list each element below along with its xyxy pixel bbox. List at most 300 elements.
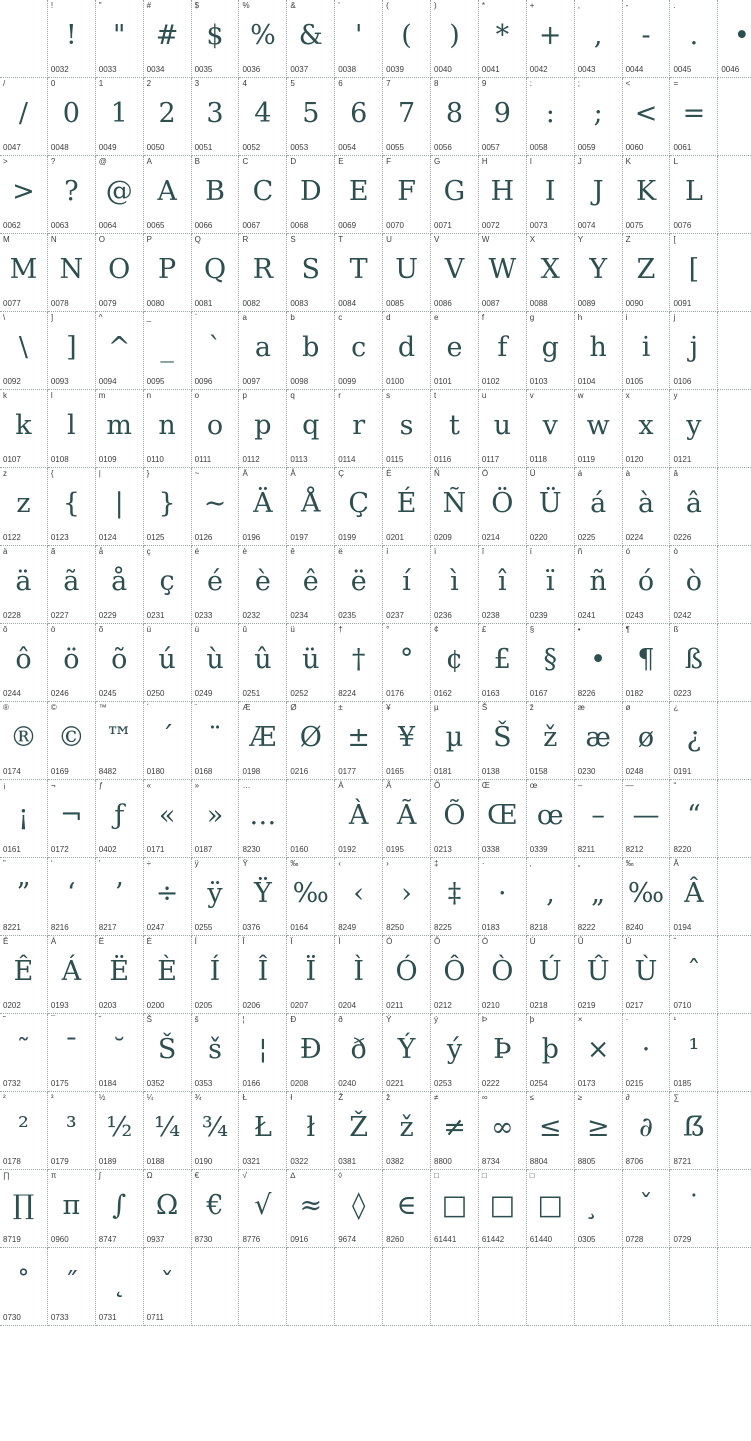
glyph-cell[interactable] <box>335 1092 383 1170</box>
glyph-cell[interactable] <box>0 156 47 234</box>
glyph-cell-inner <box>623 1014 670 1091</box>
glyph-cell[interactable] <box>574 858 622 936</box>
glyph-cell[interactable] <box>0 1248 47 1326</box>
glyph-cell[interactable] <box>622 780 670 858</box>
glyph-cell[interactable] <box>95 546 143 624</box>
glyph-cell[interactable] <box>95 1014 143 1092</box>
glyph-cell[interactable] <box>47 312 95 390</box>
glyph-cell[interactable] <box>622 546 670 624</box>
glyph-cell[interactable] <box>670 1014 718 1092</box>
glyph-cell[interactable] <box>574 468 622 546</box>
glyph-cell[interactable] <box>478 858 526 936</box>
glyph-cell[interactable] <box>95 702 143 780</box>
glyph-cell[interactable] <box>478 624 526 702</box>
glyph-cell[interactable] <box>383 780 431 858</box>
glyph-cell[interactable] <box>239 1170 287 1248</box>
glyph-cell[interactable] <box>574 234 622 312</box>
glyph-cell[interactable] <box>95 858 143 936</box>
glyph-preview: „ <box>591 878 606 909</box>
glyph-cell[interactable] <box>239 936 287 1014</box>
glyph-cell[interactable] <box>670 546 718 624</box>
glyph-cell[interactable] <box>526 702 574 780</box>
glyph-cell[interactable] <box>622 234 670 312</box>
glyph-cell[interactable] <box>47 702 95 780</box>
glyph-cell[interactable] <box>526 780 574 858</box>
glyph-cell[interactable] <box>143 936 191 1014</box>
glyph-preview: / <box>18 98 28 129</box>
glyph-cell[interactable] <box>47 858 95 936</box>
glyph-codepoint-label: 0235 <box>338 611 357 620</box>
glyph-cell[interactable] <box>622 0 670 78</box>
glyph-cell[interactable] <box>383 390 431 468</box>
glyph-ascii-label: Ù <box>625 937 632 946</box>
glyph-cell[interactable] <box>239 1014 287 1092</box>
glyph-ascii-label: ý <box>434 1015 439 1024</box>
glyph-cell[interactable] <box>383 624 431 702</box>
glyph-cell[interactable] <box>526 624 574 702</box>
glyph-cell[interactable] <box>143 156 191 234</box>
glyph-cell-inner <box>239 624 286 701</box>
glyph-cell[interactable] <box>574 0 622 78</box>
glyph-codepoint-label: 0206 <box>242 1001 261 1010</box>
glyph-cell-inner <box>575 156 622 233</box>
glyph-cell[interactable] <box>0 234 47 312</box>
glyph-cell[interactable] <box>383 1092 431 1170</box>
glyph-cell[interactable] <box>526 936 574 1014</box>
glyph-cell[interactable] <box>239 390 287 468</box>
glyph-cell-inner <box>623 624 670 701</box>
glyph-cell[interactable] <box>287 546 335 624</box>
character-map-row <box>0 546 751 624</box>
glyph-cell[interactable] <box>431 624 479 702</box>
glyph-cell-inner <box>192 312 239 389</box>
glyph-cell[interactable] <box>670 936 718 1014</box>
glyph-cell[interactable] <box>622 936 670 1014</box>
glyph-ascii-label: É <box>386 469 392 478</box>
glyph-cell[interactable] <box>478 0 526 78</box>
glyph-cell[interactable] <box>526 468 574 546</box>
glyph-cell[interactable] <box>95 390 143 468</box>
glyph-cell[interactable] <box>191 858 239 936</box>
glyph-ascii-label: ≤ <box>529 1093 535 1102</box>
glyph-cell[interactable] <box>287 858 335 936</box>
glyph-cell[interactable] <box>670 780 718 858</box>
glyph-cell[interactable] <box>47 390 95 468</box>
glyph-cell[interactable] <box>478 1092 526 1170</box>
glyph-cell[interactable] <box>478 780 526 858</box>
glyph-cell[interactable] <box>478 312 526 390</box>
glyph-cell[interactable] <box>95 468 143 546</box>
glyph-cell[interactable] <box>478 702 526 780</box>
glyph-cell[interactable] <box>143 546 191 624</box>
glyph-codepoint-label: 0216 <box>290 767 309 776</box>
glyph-preview <box>718 92 751 136</box>
glyph-cell[interactable] <box>0 1170 47 1248</box>
glyph-cell[interactable] <box>335 156 383 234</box>
glyph-cell[interactable] <box>95 624 143 702</box>
glyph-cell[interactable] <box>526 390 574 468</box>
glyph-cell-inner <box>479 936 526 1013</box>
glyph-cell[interactable] <box>0 312 47 390</box>
glyph-cell[interactable] <box>431 156 479 234</box>
glyph-cell[interactable] <box>622 1014 670 1092</box>
glyph-codepoint-label: 0036 <box>242 65 261 74</box>
glyph-cell[interactable] <box>670 234 718 312</box>
glyph-cell[interactable] <box>526 1092 574 1170</box>
glyph-ascii-label: † <box>338 625 343 634</box>
glyph-cell[interactable] <box>335 1014 383 1092</box>
glyph-cell[interactable] <box>622 156 670 234</box>
glyph-ascii-label: ¾ <box>194 1093 202 1102</box>
glyph-cell[interactable] <box>191 468 239 546</box>
glyph-codepoint-label: 0231 <box>146 611 165 620</box>
glyph-cell[interactable] <box>47 936 95 1014</box>
glyph-cell[interactable] <box>287 702 335 780</box>
glyph-cell[interactable] <box>335 234 383 312</box>
glyph-cell[interactable] <box>47 156 95 234</box>
glyph-cell[interactable] <box>239 468 287 546</box>
glyph-cell[interactable] <box>478 468 526 546</box>
glyph-cell[interactable] <box>47 78 95 156</box>
glyph-cell[interactable] <box>191 0 239 78</box>
glyph-cell[interactable] <box>47 468 95 546</box>
glyph-cell[interactable] <box>191 1092 239 1170</box>
glyph-preview: J <box>592 176 604 207</box>
glyph-cell[interactable] <box>526 858 574 936</box>
glyph-cell[interactable] <box>383 78 431 156</box>
glyph-codepoint-label: 0087 <box>481 299 500 308</box>
glyph-codepoint-label: 9674 <box>338 1235 357 1244</box>
glyph-cell[interactable] <box>335 624 383 702</box>
glyph-cell[interactable] <box>191 1170 239 1248</box>
glyph-codepoint-label: 0105 <box>625 377 644 386</box>
glyph-cell[interactable] <box>0 780 47 858</box>
glyph-cell[interactable] <box>143 624 191 702</box>
glyph-cell[interactable] <box>574 780 622 858</box>
glyph-cell[interactable] <box>95 78 143 156</box>
glyph-cell[interactable] <box>335 1170 383 1248</box>
glyph-cell[interactable] <box>239 858 287 936</box>
glyph-codepoint-label: 0381 <box>338 1157 357 1166</box>
glyph-cell-inner <box>239 780 286 857</box>
glyph-cell[interactable] <box>431 1014 479 1092</box>
glyph-cell[interactable] <box>191 702 239 780</box>
glyph-cell[interactable] <box>239 780 287 858</box>
glyph-cell[interactable] <box>95 0 143 78</box>
glyph-cell[interactable] <box>335 312 383 390</box>
glyph-ascii-label: } <box>146 469 150 478</box>
glyph-cell[interactable] <box>383 234 431 312</box>
glyph-cell[interactable] <box>191 546 239 624</box>
glyph-cell[interactable] <box>526 156 574 234</box>
glyph-cell[interactable] <box>670 1170 718 1248</box>
glyph-cell[interactable] <box>239 234 287 312</box>
glyph-cell[interactable] <box>287 0 335 78</box>
glyph-cell[interactable] <box>622 1092 670 1170</box>
glyph-cell[interactable] <box>143 0 191 78</box>
glyph-cell[interactable] <box>287 1170 335 1248</box>
glyph-cell[interactable] <box>383 546 431 624</box>
glyph-cell-inner <box>335 1092 382 1169</box>
empty-cell <box>191 1248 239 1326</box>
glyph-cell[interactable] <box>191 312 239 390</box>
glyph-cell[interactable] <box>670 1092 718 1170</box>
glyph-cell[interactable] <box>335 390 383 468</box>
glyph-cell[interactable] <box>95 312 143 390</box>
glyph-cell[interactable] <box>431 1092 479 1170</box>
glyph-cell[interactable] <box>431 312 479 390</box>
glyph-cell[interactable] <box>431 78 479 156</box>
glyph-cell[interactable] <box>143 702 191 780</box>
glyph-cell[interactable] <box>95 1248 143 1326</box>
glyph-cell[interactable] <box>383 936 431 1014</box>
glyph-cell[interactable] <box>670 312 718 390</box>
glyph-cell[interactable] <box>143 312 191 390</box>
glyph-cell[interactable] <box>191 390 239 468</box>
glyph-cell[interactable] <box>287 156 335 234</box>
glyph-cell[interactable] <box>478 390 526 468</box>
glyph-cell[interactable] <box>287 1014 335 1092</box>
glyph-codepoint-label: 0171 <box>146 845 165 854</box>
glyph-cell[interactable] <box>287 390 335 468</box>
glyph-cell[interactable] <box>431 1170 479 1248</box>
glyph-cell[interactable] <box>287 780 335 858</box>
glyph-cell[interactable] <box>622 702 670 780</box>
glyph-preview: b <box>302 332 320 363</box>
glyph-cell[interactable] <box>0 1092 47 1170</box>
glyph-cell[interactable] <box>383 0 431 78</box>
glyph-cell[interactable] <box>95 1092 143 1170</box>
glyph-cell[interactable] <box>670 390 718 468</box>
glyph-cell[interactable] <box>574 1170 622 1248</box>
glyph-cell-inner <box>0 780 47 857</box>
glyph-cell[interactable] <box>335 702 383 780</box>
glyph-cell[interactable] <box>47 234 95 312</box>
glyph-cell[interactable] <box>47 1092 95 1170</box>
glyph-cell[interactable] <box>47 0 95 78</box>
glyph-cell[interactable] <box>670 858 718 936</box>
glyph-cell[interactable] <box>239 1092 287 1170</box>
glyph-cell[interactable] <box>47 546 95 624</box>
glyph-cell[interactable] <box>526 546 574 624</box>
glyph-cell[interactable] <box>431 546 479 624</box>
glyph-cell[interactable] <box>670 0 718 78</box>
glyph-cell-inner <box>383 624 430 701</box>
glyph-cell[interactable] <box>95 234 143 312</box>
glyph-cell[interactable] <box>191 780 239 858</box>
glyph-cell[interactable] <box>478 234 526 312</box>
glyph-cell[interactable] <box>95 1170 143 1248</box>
glyph-cell[interactable] <box>574 936 622 1014</box>
glyph-cell[interactable] <box>0 468 47 546</box>
glyph-cell[interactable] <box>287 312 335 390</box>
glyph-cell[interactable] <box>622 468 670 546</box>
glyph-cell[interactable] <box>335 546 383 624</box>
glyph-cell[interactable] <box>47 1248 95 1326</box>
glyph-cell[interactable] <box>574 624 622 702</box>
glyph-ascii-label: Z <box>625 235 631 244</box>
glyph-cell[interactable] <box>383 468 431 546</box>
glyph-cell[interactable] <box>670 156 718 234</box>
glyph-cell[interactable] <box>143 780 191 858</box>
glyph-preview <box>0 14 47 58</box>
glyph-cell[interactable] <box>191 156 239 234</box>
glyph-cell[interactable] <box>191 624 239 702</box>
glyph-cell[interactable] <box>431 468 479 546</box>
glyph-cell[interactable] <box>239 0 287 78</box>
glyph-cell-inner <box>431 702 478 779</box>
glyph-cell[interactable] <box>143 234 191 312</box>
glyph-cell[interactable] <box>718 0 751 78</box>
glyph-cell[interactable] <box>239 78 287 156</box>
glyph-preview: V <box>444 254 465 285</box>
glyph-cell-inner <box>383 780 430 857</box>
glyph-cell[interactable] <box>47 1170 95 1248</box>
glyph-cell[interactable] <box>383 156 431 234</box>
glyph-cell[interactable] <box>239 312 287 390</box>
glyph-cell[interactable] <box>383 702 431 780</box>
glyph-cell[interactable] <box>478 546 526 624</box>
glyph-cell[interactable] <box>431 780 479 858</box>
glyph-cell[interactable] <box>478 1170 526 1248</box>
glyph-cell[interactable] <box>478 1014 526 1092</box>
glyph-cell[interactable] <box>431 390 479 468</box>
glyph-cell[interactable] <box>478 936 526 1014</box>
glyph-cell[interactable] <box>143 1014 191 1092</box>
glyph-cell-inner <box>0 1170 47 1247</box>
glyph-cell[interactable] <box>622 78 670 156</box>
glyph-cell[interactable] <box>622 1170 670 1248</box>
glyph-codepoint-label: 0093 <box>50 377 69 386</box>
glyph-cell[interactable] <box>526 1170 574 1248</box>
glyph-cell[interactable] <box>287 1092 335 1170</box>
glyph-cell[interactable] <box>287 624 335 702</box>
glyph-cell[interactable] <box>0 702 47 780</box>
glyph-cell[interactable] <box>431 0 479 78</box>
glyph-cell[interactable] <box>0 390 47 468</box>
glyph-cell[interactable] <box>526 234 574 312</box>
glyph-cell[interactable] <box>478 78 526 156</box>
glyph-cell[interactable] <box>574 1014 622 1092</box>
glyph-cell[interactable] <box>335 858 383 936</box>
glyph-cell[interactable] <box>670 702 718 780</box>
glyph-cell[interactable] <box>574 1092 622 1170</box>
glyph-cell[interactable] <box>191 936 239 1014</box>
glyph-cell[interactable] <box>670 78 718 156</box>
glyph-cell[interactable] <box>478 156 526 234</box>
glyph-cell[interactable] <box>383 312 431 390</box>
glyph-cell[interactable] <box>574 702 622 780</box>
glyph-cell[interactable] <box>143 1248 191 1326</box>
glyph-cell[interactable] <box>95 780 143 858</box>
glyph-cell[interactable] <box>574 156 622 234</box>
glyph-cell[interactable] <box>287 234 335 312</box>
glyph-cell[interactable] <box>574 78 622 156</box>
glyph-cell[interactable] <box>383 1170 431 1248</box>
glyph-preview: ¬ <box>60 800 83 831</box>
glyph-cell[interactable] <box>431 936 479 1014</box>
glyph-cell[interactable] <box>143 858 191 936</box>
glyph-cell[interactable] <box>670 624 718 702</box>
glyph-cell-inner <box>287 234 334 311</box>
glyph-cell[interactable] <box>239 156 287 234</box>
glyph-cell[interactable] <box>0 78 47 156</box>
glyph-cell[interactable] <box>239 702 287 780</box>
glyph-cell[interactable] <box>47 1014 95 1092</box>
glyph-cell-inner <box>623 780 670 857</box>
glyph-ascii-label: ~ <box>194 469 200 478</box>
glyph-cell[interactable] <box>335 78 383 156</box>
glyph-cell[interactable] <box>383 858 431 936</box>
glyph-ascii-label: ˜ <box>3 1015 6 1024</box>
glyph-ascii-label: H <box>481 157 488 166</box>
glyph-preview: o <box>206 410 224 441</box>
glyph-cell[interactable] <box>143 78 191 156</box>
glyph-cell[interactable] <box>239 624 287 702</box>
glyph-cell[interactable] <box>670 468 718 546</box>
glyph-cell[interactable] <box>0 624 47 702</box>
glyph-cell[interactable] <box>622 858 670 936</box>
glyph-ascii-label: ˘ <box>98 1015 102 1024</box>
glyph-cell-inner <box>144 624 191 701</box>
glyph-codepoint-label: 8212 <box>625 845 644 854</box>
glyph-cell[interactable] <box>574 390 622 468</box>
glyph-cell[interactable] <box>622 312 670 390</box>
glyph-cell[interactable] <box>191 234 239 312</box>
glyph-cell-inner <box>431 1170 478 1247</box>
glyph-cell[interactable] <box>47 624 95 702</box>
glyph-ascii-label: · <box>481 859 485 868</box>
glyph-cell[interactable] <box>143 468 191 546</box>
glyph-cell[interactable] <box>526 0 574 78</box>
glyph-cell[interactable] <box>95 156 143 234</box>
glyph-cell[interactable] <box>95 936 143 1014</box>
glyph-cell[interactable] <box>47 780 95 858</box>
glyph-cell[interactable] <box>191 1014 239 1092</box>
glyph-cell[interactable] <box>526 78 574 156</box>
glyph-cell[interactable] <box>239 546 287 624</box>
glyph-codepoint-label: 0250 <box>146 689 165 698</box>
glyph-cell[interactable] <box>335 468 383 546</box>
glyph-cell[interactable] <box>287 468 335 546</box>
glyph-cell[interactable] <box>431 858 479 936</box>
glyph-cell-inner <box>670 1170 717 1247</box>
glyph-cell-inner <box>96 624 143 701</box>
glyph-cell[interactable] <box>143 390 191 468</box>
glyph-cell[interactable] <box>431 702 479 780</box>
glyph-cell[interactable] <box>143 1170 191 1248</box>
glyph-cell[interactable] <box>0 1014 47 1092</box>
glyph-cell[interactable] <box>335 936 383 1014</box>
glyph-cell[interactable] <box>335 0 383 78</box>
glyph-cell[interactable] <box>526 312 574 390</box>
glyph-cell[interactable] <box>335 780 383 858</box>
glyph-cell[interactable] <box>143 1092 191 1170</box>
glyph-cell[interactable] <box>191 78 239 156</box>
glyph-cell[interactable] <box>0 858 47 936</box>
glyph-cell[interactable] <box>287 936 335 1014</box>
glyph-cell[interactable] <box>287 78 335 156</box>
glyph-cell[interactable] <box>431 234 479 312</box>
glyph-cell[interactable] <box>574 312 622 390</box>
glyph-cell[interactable] <box>622 624 670 702</box>
glyph-cell[interactable] <box>622 390 670 468</box>
glyph-cell[interactable] <box>0 936 47 1014</box>
glyph-cell[interactable] <box>0 546 47 624</box>
glyph-cell[interactable] <box>574 546 622 624</box>
glyph-cell[interactable] <box>383 1014 431 1092</box>
glyph-cell[interactable] <box>526 1014 574 1092</box>
